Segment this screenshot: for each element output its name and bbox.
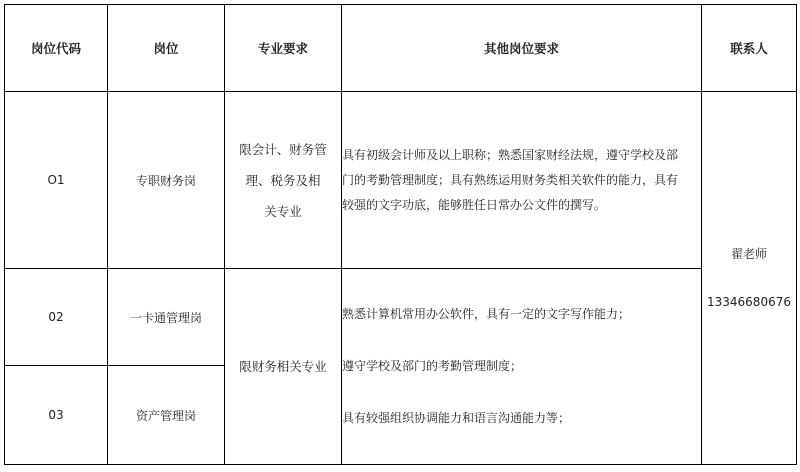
header-other-requirements: 其他岗位要求 bbox=[342, 5, 702, 92]
requirement-line: 较强的文字功底，能够胜任日常办公文件的撰写。 bbox=[342, 197, 607, 212]
position-name-cell: 专职财务岗 bbox=[108, 92, 225, 269]
other-requirements-shared-cell bbox=[342, 269, 702, 465]
table-row bbox=[5, 269, 797, 366]
position-code-cell: O1 bbox=[5, 92, 108, 269]
requirement-line: 具有较强组织协调能力和语言沟通能力等； bbox=[342, 411, 571, 425]
table-row bbox=[5, 92, 797, 269]
major-requirement-line: 理、税务及相 bbox=[245, 172, 321, 188]
other-requirements-cell bbox=[342, 92, 702, 269]
major-requirement-shared-cell: 限财务相关专业 bbox=[225, 269, 342, 465]
major-requirement-cell bbox=[225, 92, 342, 269]
job-requirements-table bbox=[4, 4, 797, 465]
table-header-row bbox=[5, 5, 797, 92]
requirement-line: 遵守学校及部门的考勤管理制度； bbox=[342, 359, 523, 373]
contact-phone: 13346680676 bbox=[707, 295, 791, 309]
header-position: 岗位 bbox=[108, 5, 225, 92]
position-code-cell: 03 bbox=[5, 366, 108, 465]
position-name-cell: 资产管理岗 bbox=[108, 366, 225, 465]
contact-name: 翟老师 bbox=[730, 247, 767, 261]
position-name-cell: 一卡通管理岗 bbox=[108, 269, 225, 366]
contact-cell bbox=[702, 92, 797, 465]
header-position-code: 岗位代码 bbox=[5, 5, 108, 92]
requirement-line: 熟悉计算机常用办公软件，具有一定的文字写作能力； bbox=[342, 307, 631, 321]
major-requirement-line: 关专业 bbox=[264, 203, 302, 219]
requirement-line: 具有初级会计师及以上职称；熟悉国家财经法规，遵守学校及部 bbox=[342, 147, 679, 162]
header-major-requirement: 专业要求 bbox=[225, 5, 342, 92]
position-code-cell: 02 bbox=[5, 269, 108, 366]
header-contact: 联系人 bbox=[702, 5, 797, 92]
major-requirement-line: 限会计、财务管 bbox=[239, 141, 327, 157]
requirement-line: 门的考勤管理制度；具有熟练运用财务类相关软件的能力，具有 bbox=[342, 172, 679, 187]
